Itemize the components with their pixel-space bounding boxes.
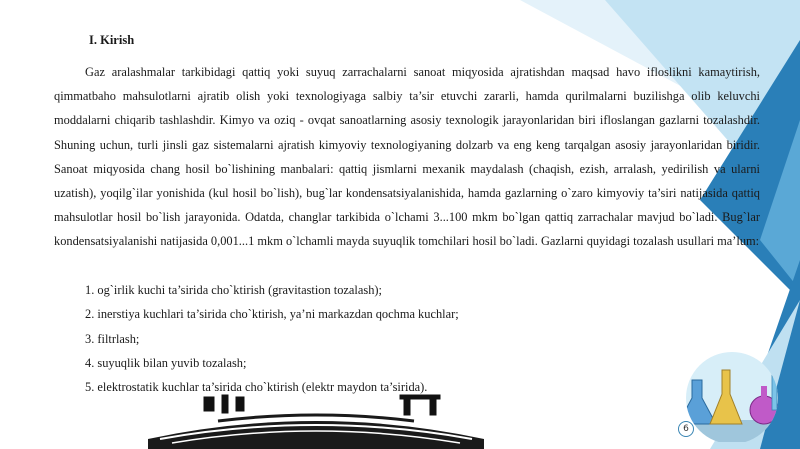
list-item: 4. suyuqlik bilan yuvib tozalash;	[85, 355, 247, 370]
apparatus-pipe	[222, 395, 228, 413]
apparatus-illustration	[148, 393, 484, 449]
list-item: 5. elektrostatik kuchlar ta’sirida cho`ktirish (elektr maydon ta’sirida).	[85, 380, 428, 395]
apparatus-top-line	[218, 415, 414, 421]
list-item: 2. inerstiya kuchlari ta’sirida cho`ktirish, ya’ni markazdan qochma kuchlar;	[85, 307, 459, 322]
intro-paragraph: Gaz aralashmalar tarkibidagi qattiq yoki suyuq zarrachalarni sanoat miqyosida ajratishdan maqsad havo ifloslikni kamaytirish, qimmatbaho mahsulotlarni ajratib olish yoki texnologiyaga salbiy ta’sir etuvchi zararli, hamda qurilmalarni buzilishga olib keluvchi moddalarni chiqarib tashlashdir. Kimyo va oziq - ovqat sanoatlarning asosiy texnologik jarayonlaridan biri ifloslangan gazlarni tozalashdir. Shuning uchun, turli jinsli gaz sistemalarni ajratish kimyoviy texnologiyaning dolzarb va eng keng tarqalgan asosiy jarayonlaridan biridir. Sanoat miqyosida chang hosil bo`lishining manbalari: qattiq jismlarni mexanik maydalash (chaqish, ezish, arralash, yedirilish va ularni uzatish), yoqilg`ilar yonishida (kul hosil bo`lish), bug`lar kondensatsiyalanishida, hamda gazlarning o`zaro kimyoviy ta’siri natijasida qattiq mahsulotlar hosil bo`lish jarayonida. Odatda, changlar tarkibida o`lchami 3...100 mkm bo`lgan qattiq zarrachalar mavjud bo`ladi. Bug`lar kondensatsiyalanishi natijasida 0,001...1 mkm o`lchamli mayda suyuqlik tomchilari hosil bo`ladi. Gazlarni quyidagi tozalash usullari ma’lum:	[54, 65, 760, 249]
section-heading: I. Kirish	[89, 33, 135, 47]
apparatus-pipe	[204, 397, 214, 411]
list-item: 1. og`irlik kuchi ta’sirida cho`ktirish (gravitastion tozalash);	[85, 283, 382, 297]
apparatus-pipe	[236, 397, 244, 411]
apparatus-pipe	[404, 399, 410, 415]
test-tube	[772, 370, 777, 410]
apparatus-pipe	[430, 399, 436, 415]
apparatus-cap	[400, 395, 440, 399]
list-item: 3. filtrlash;	[85, 331, 140, 346]
slide-number-badge: 6	[678, 421, 694, 437]
cleaning-methods-list	[85, 278, 459, 399]
purple-flask-neck	[761, 386, 767, 398]
